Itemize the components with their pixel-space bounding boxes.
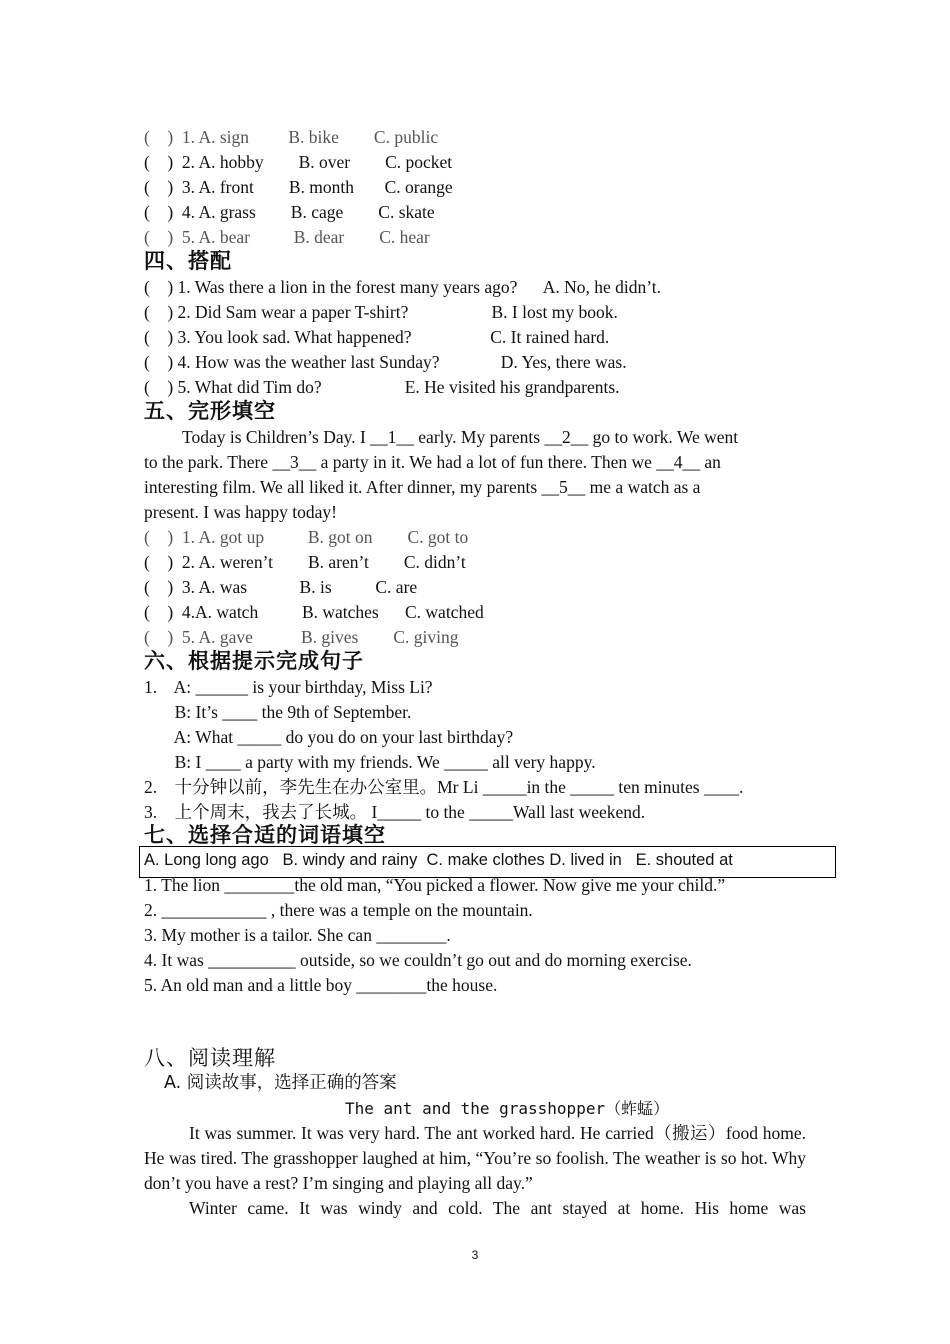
cloze-passage-line: to the park. There __3__ a party in it. We had a lot of fun there. Then we __4__ an	[144, 452, 721, 472]
section-5-title: 五、完形填空	[144, 399, 276, 423]
word-bank-text: A. Long long ago B. windy and rainy C. make clothes D. lived in E. shouted at	[144, 851, 733, 869]
pron-item: ( ) 4. A. grass B. cage C. skate	[144, 202, 435, 222]
story-paragraph: It was summer. It was very hard. The ant worked hard. He carried（搬运）food home. He was tired. The grasshopper laughed at him, “You’re so foolish. The weather is so hot. Why don’t you have a rest? I’m singing and playing all day.”	[144, 1123, 806, 1193]
reading-subtitle: A. 阅读故事，选择正确的答案	[164, 1073, 397, 1093]
pron-item: ( ) 1. A. sign B. bike C. public	[144, 127, 439, 147]
cloze-option: ( ) 4.A. watch B. watches C. watched	[144, 602, 484, 622]
cloze-passage-line: present. I was happy today!	[144, 502, 337, 522]
fill-blank-line: 1. The lion ________the old man, “You picked a flower. Now give me your child.”	[144, 875, 726, 895]
fill-blank-line: 5. An old man and a little boy ________the house.	[144, 975, 498, 995]
fill-blank-line: 2. ____________ , there was a temple on the mountain.	[144, 900, 533, 920]
fill-blank-line: 3. My mother is a tailor. She can ________.	[144, 925, 451, 945]
sentence-line: 3. 上个周末，我去了长城。 I_____ to the _____Wall last weekend.	[144, 802, 646, 822]
section-4-title: 四、搭配	[144, 249, 232, 273]
sentence-line: 2. 十分钟以前，李先生在办公室里。Mr Li _____in the _____ ten minutes ____.	[144, 777, 744, 797]
cloze-option: ( ) 5. A. gave B. gives C. giving	[144, 627, 459, 647]
cloze-option: ( ) 1. A. got up B. got on C. got to	[144, 527, 469, 547]
section-8-title: 八、阅读理解	[144, 1046, 276, 1070]
cloze-option: ( ) 3. A. was B. is C. are	[144, 577, 418, 597]
cloze-passage-line: Today is Children’s Day. I __1__ early. My parents __2__ go to work. We went	[182, 427, 739, 447]
pron-item: ( ) 5. A. bear B. dear C. hear	[144, 227, 430, 247]
story-paragraph: Winter came. It was windy and cold. The ant stayed at home. His home was	[189, 1198, 806, 1218]
page-number: 3	[471, 1248, 479, 1262]
sentence-line: B: It’s ____ the 9th of September.	[144, 702, 412, 722]
cloze-option: ( ) 2. A. weren’t B. aren’t C. didn’t	[144, 552, 466, 572]
match-item: ( ) 2. Did Sam wear a paper T-shirt? B. I lost my book.	[144, 302, 618, 322]
section-7-title: 七、选择合适的词语填空	[144, 823, 386, 847]
pron-item: ( ) 3. A. front B. month C. orange	[144, 177, 453, 197]
sentence-line: B: I ____ a party with my friends. We _____ all very happy.	[144, 752, 596, 772]
section-6-title: 六、根据提示完成句子	[144, 649, 364, 673]
match-item: ( ) 3. You look sad. What happened? C. It rained hard.	[144, 327, 610, 347]
match-item: ( ) 5. What did Tim do? E. He visited his grandparents.	[144, 377, 620, 397]
sentence-line: 1. A: ______ is your birthday, Miss Li?	[144, 677, 433, 697]
cloze-passage-line: interesting film. We all liked it. After dinner, my parents __5__ me a watch as a	[144, 477, 701, 497]
fill-blank-line: 4. It was __________ outside, so we couldn’t go out and do morning exercise.	[144, 950, 692, 970]
pron-item: ( ) 2. A. hobby B. over C. pocket	[144, 152, 453, 172]
match-item: ( ) 1. Was there a lion in the forest many years ago? A. No, he didn’t.	[144, 277, 661, 297]
sentence-line: A: What _____ do you do on your last birthday?	[144, 727, 514, 747]
match-item: ( ) 4. How was the weather last Sunday? D. Yes, there was.	[144, 352, 627, 372]
story-title: The ant and the grasshopper（蚱蜢）	[345, 1099, 670, 1118]
